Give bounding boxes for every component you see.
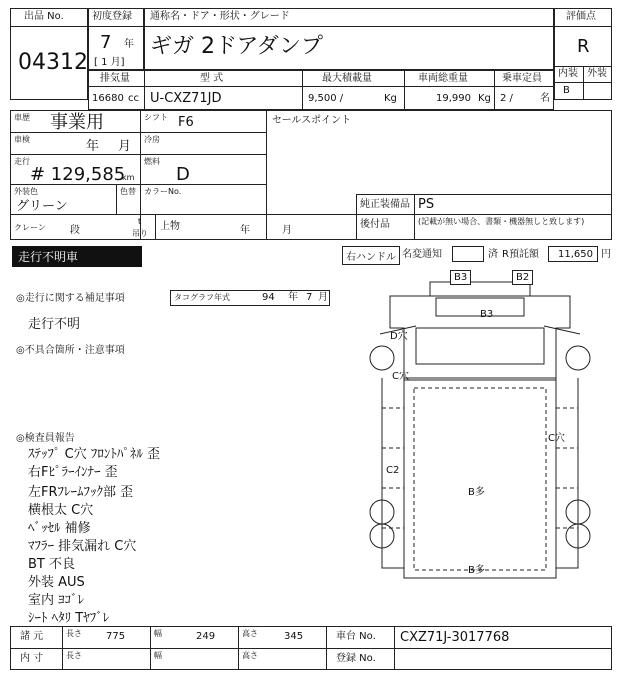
report-line: ｽﾃｯﾌﾟ C穴 ﾌﾛﾝﾄﾊﾟﾈﾙ 歪 [28, 447, 160, 462]
upper-year: 年 [240, 225, 250, 236]
model-value: U-CXZ71JD [150, 91, 222, 106]
width-label: 幅 [154, 629, 162, 638]
damage-b-many-mid: B多 [468, 487, 485, 498]
dims-label: 諸 元 [20, 631, 44, 642]
capacity-label: 乗車定員 [502, 73, 542, 84]
damage-b-many-rear: B多 [468, 565, 485, 576]
damage-c2: C2 [386, 465, 400, 476]
damage-tag-b3-top: B3 [450, 270, 471, 285]
supplement-label: ◎走行に関する補足事項 [16, 293, 125, 304]
gross-weight-label: 車両総重量 [418, 73, 468, 84]
lot-number: 04312 [18, 50, 88, 75]
first-reg-year-unit: 年 [124, 39, 134, 50]
ext-color-value: グリーン [16, 199, 68, 214]
fuel-label: 燃料 [144, 157, 160, 166]
color-change-label: 色替 [120, 187, 136, 196]
mileage-label: 走行 [14, 157, 30, 166]
crane-label: クレーン [14, 223, 46, 232]
report-line: 外装 AUS [28, 575, 85, 590]
displacement-unit: cc [128, 93, 139, 104]
shift-value: F6 [178, 115, 194, 130]
damage-cab-b3: B3 [480, 309, 494, 320]
rsc-label: 済 [488, 249, 498, 260]
max-load-value: 9,500 / [308, 93, 344, 104]
defects-label: ◎不具合箇所・注意事項 [16, 345, 125, 356]
report-line: 横根太 C穴 [28, 503, 94, 518]
name-change-label: 名変通知 [402, 249, 442, 260]
length-label: 長さ [66, 629, 82, 638]
inspection-month: 月 [118, 139, 132, 154]
genuine-value: PS [418, 197, 435, 212]
interior-score: B [563, 85, 570, 96]
first-reg-label: 初度登録 [92, 11, 132, 22]
tax-value: 11,650 [558, 249, 593, 260]
height-value: 345 [284, 631, 304, 642]
lot-label: 出品 No. [24, 11, 64, 22]
aftermarket-note: (記載が無い場合、書類・機器無しと致します) [418, 217, 585, 226]
report-line: ﾍﾞｯｾﾙ 補修 [28, 521, 91, 536]
damage-d-hole: D穴 [390, 331, 408, 342]
gross-weight-value: 19,990 [436, 93, 471, 104]
report-line: ﾏﾌﾗｰ 排気漏れ C穴 [28, 539, 137, 554]
displacement-label: 排気量 [100, 73, 130, 84]
upper-month: 月 [282, 225, 292, 236]
crane-steps: 段 [70, 225, 80, 236]
inner-label: 内 寸 [20, 653, 44, 664]
mileage-unit: km [122, 173, 135, 182]
tacho-year-unit: 年 [288, 292, 298, 303]
exterior-label: 外装 [587, 68, 607, 79]
shift-label: シフト [144, 113, 168, 122]
crane-lift: 吊り [132, 229, 148, 238]
crane-t: t [138, 217, 142, 226]
selling-points-label: セールスポイント [272, 115, 352, 126]
first-reg-year: 7 [100, 32, 112, 53]
running-note: 走行不明 [28, 317, 81, 332]
mileage-unknown-banner: 走行不明車 [12, 246, 142, 267]
history-label: 車歴 [14, 113, 30, 122]
report-line: ｼｰﾄ ﾍﾀﾘ Tﾔﾌﾞﾚ [28, 611, 110, 626]
aftermarket-label: 後付品 [360, 219, 390, 230]
upper-label: 上物 [160, 221, 180, 232]
report-line: 右Fﾋﾟﾗｰｲﾝﾅｰ 歪 [28, 465, 118, 480]
inner-width-label: 幅 [154, 651, 162, 660]
report-line: 左FRﾌﾚｰﾑﾌｯｸ部 歪 [28, 485, 134, 500]
eval-score: R [577, 36, 590, 57]
report-line: BT 不良 [28, 557, 75, 572]
history-value: 事業用 [50, 112, 104, 133]
chassis-value: CXZ71J-3017768 [400, 630, 510, 645]
right-hand-tag: 右ハンドル [342, 246, 400, 265]
tacho-month-unit: 月 [318, 292, 328, 303]
eval-label: 評価点 [566, 11, 596, 22]
displacement-value: 16680 [92, 93, 124, 104]
inspector-label: ◎検査員報告 [16, 433, 75, 444]
genuine-label: 純正装備品 [360, 199, 410, 210]
tacho-label: タコグラフ年式 [174, 293, 230, 302]
fuel-value: D [176, 164, 190, 185]
car-name-label: 通称名・ドア・形状・グレード [150, 11, 290, 22]
report-line: 室内 ﾖｺﾞﾚ [28, 593, 85, 608]
damage-tag-b2-top: B2 [512, 270, 533, 285]
name-change-box [452, 246, 484, 262]
model-label: 型 式 [200, 73, 224, 84]
tax-label: R預託額 [502, 249, 539, 260]
gross-weight-unit: Kg [478, 93, 491, 104]
inner-height-label: 高さ [242, 651, 258, 660]
first-reg-month: [ 1 月] [94, 57, 125, 68]
width-value: 249 [196, 631, 216, 642]
max-load-label: 最大積載量 [322, 73, 372, 84]
height-label: 高さ [242, 629, 258, 638]
max-load-unit: Kg [384, 93, 397, 104]
tax-unit: 円 [601, 249, 611, 260]
color-code-label: カラーNo. [144, 187, 182, 196]
length-value: 775 [106, 631, 126, 642]
damage-c-hole-left: C穴 [392, 371, 409, 382]
car-name: ギガ 2ドアダンプ [150, 34, 324, 59]
inspection-year: 年 [86, 139, 100, 154]
damage-c-hole-right: C穴 [548, 433, 565, 444]
mileage-value: # 129,585 [30, 164, 126, 185]
inspection-label: 車検 [14, 135, 30, 144]
ac-label: 冷房 [144, 135, 160, 144]
ext-color-label: 外装色 [14, 187, 38, 196]
capacity-unit: 名 [540, 93, 550, 104]
tacho-month: 7 [306, 292, 313, 303]
capacity-value: 2 / [500, 93, 513, 104]
chassis-label: 車台 No. [336, 631, 376, 642]
tacho-year: 94 [262, 292, 275, 303]
inner-length-label: 長さ [66, 651, 82, 660]
interior-label: 内装 [558, 68, 578, 79]
reg-label: 登録 No. [336, 653, 376, 664]
